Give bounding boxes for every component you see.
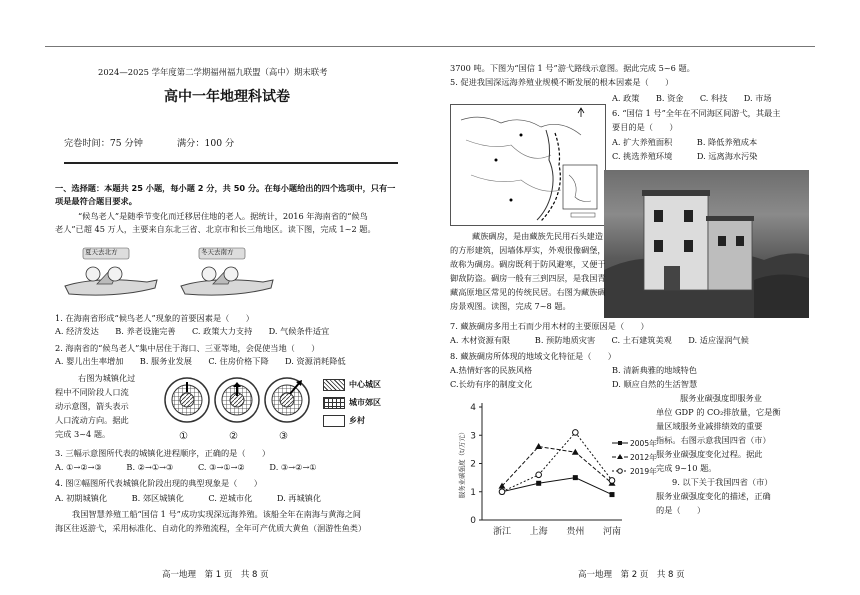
passage4-line3: 故称为碉房。碉房既利于防风避寒，又便于 xyxy=(450,259,606,269)
legend-label: 2005年 xyxy=(630,439,657,448)
q6-options-line1: A. 扩大养殖面积 B. 降低养殖成本 xyxy=(612,137,758,147)
q7-options: A. 木材资源有限 B. 预防地质灾害 C. 土石建筑美观 D. 适应湿润气候 xyxy=(450,335,749,345)
q9-stem-line1: 9. 以下关于我国四省（市） xyxy=(672,477,773,487)
y-tick-label: 3 xyxy=(470,431,476,442)
right-intro-line: 3700 吨。下图为“国信 1 号”游弋路线示意图。据此完成 5~6 题。 xyxy=(450,63,695,73)
y-tick-label: 2 xyxy=(470,459,476,470)
winter-label: 冬天去南方 xyxy=(201,248,234,256)
passage3-line2: 海区往返游弋，采用标准化、自动化的养殖流程，全年可产优质大黄鱼（洄游性鱼类） xyxy=(55,523,367,533)
coastline xyxy=(537,130,553,220)
legend-marker xyxy=(617,454,623,459)
q8-option-b: B. 清新典雅的地域特色 xyxy=(612,365,697,375)
x-tick-label: 上海 xyxy=(529,527,548,537)
q6-stem-line1: 6. “国信 1 号”全年在不同海区间游弋，其最主 xyxy=(612,108,781,118)
series-line-2 xyxy=(502,432,612,491)
q4-options: A. 初期城镇化 B. 郊区城镇化 C. 逆城市化 D. 再城镇化 xyxy=(55,493,322,503)
diagram-label-1: ① xyxy=(179,431,188,442)
legend-label: 2019年 xyxy=(630,467,657,476)
y-tick-label: 0 xyxy=(470,516,476,526)
scale-bar xyxy=(571,213,595,217)
q2-options: A. 婴儿出生率增加 B. 服务业发展 C. 住房价格下降 D. 资源消耗降低 xyxy=(55,356,346,366)
data-point xyxy=(573,430,579,436)
passage4-line1: 藏族碉房，是由藏族先民用石头建造 xyxy=(472,231,604,241)
passage2-line2: 程中不同阶段人口流 xyxy=(55,387,129,397)
q1-stem: 1. 在海南省形成“候鸟老人”现象的首要因素是（ ） xyxy=(55,313,254,323)
y-axis-label: 服务业碳强度（t/万元） xyxy=(458,428,466,499)
exam-name: 2024—2025 学年度第二学期福州福九联盟（高中）期末联考 xyxy=(98,67,328,77)
top-rule xyxy=(45,46,815,47)
x-tick-label: 河南 xyxy=(602,527,622,537)
passage5-line4: 指标。右图示意我国四省（市） xyxy=(656,435,771,445)
page-title: 高中一年地理科试卷 xyxy=(164,89,290,105)
diagram-label-2: ② xyxy=(229,431,238,442)
ship-route xyxy=(541,133,560,221)
summer-label: 夏天去北方 xyxy=(85,248,118,256)
inset-map xyxy=(563,165,597,209)
series-line-0 xyxy=(502,478,612,495)
diagram-3 xyxy=(265,378,309,422)
footer-right: 高一地理 第 2 页 共 8 页 xyxy=(578,570,685,580)
data-point xyxy=(610,492,615,497)
data-point xyxy=(572,449,579,455)
q8-stem: 8. 藏族碉房所体现的地域文化特征是（ ） xyxy=(450,351,616,361)
q4-stem: 4. 图②幅图所代表城镇化阶段出现的典型现象是（ ） xyxy=(55,478,262,488)
passage5-line1: 服务业碳强度即服务业 xyxy=(680,393,762,403)
passage1-line2: 老人”已超 45 万人，主要来自东北三省、北京市和长三角地区。读下图，完成 1~2 题。 xyxy=(55,224,376,234)
legend-swatch-center xyxy=(323,379,345,391)
q8-option-c: C.长幼有序的制度文化 xyxy=(450,379,533,389)
legend-swatch-suburb xyxy=(323,397,345,409)
passage4-line4: 御敌防盗。碉房一般有三到四层，是我国青 xyxy=(450,273,606,283)
legend-label: 2012年 xyxy=(630,453,657,462)
passage5-line6: 完成 9~10 题。 xyxy=(656,463,717,473)
north-arrow-icon xyxy=(578,108,584,117)
x-tick-label: 贵州 xyxy=(566,527,585,537)
passage2-line5: 完成 3~4 题。 xyxy=(55,429,111,439)
data-point xyxy=(536,481,541,486)
q6-stem-line2: 要目的是（ ） xyxy=(612,122,678,132)
q9-stem-line3: 的是（ ） xyxy=(656,505,706,515)
footer-left: 高一地理 第 1 页 共 8 页 xyxy=(162,570,269,580)
route-map xyxy=(450,104,606,226)
legend-suburb: 城市郊区 xyxy=(349,398,381,407)
header-rule xyxy=(64,162,398,164)
q5-stem: 5. 促进我国深远海养殖业规模不断发展的根本因素是（ ） xyxy=(450,77,674,87)
diagram-2 xyxy=(215,378,259,422)
q8-option-d: D. 顺应自然的生活智慧 xyxy=(612,379,698,389)
carbon-intensity-chart xyxy=(452,395,657,565)
section-heading-line1: 一、选择题：本题共 25 小题，每小题 2 分，共 50 分。在每小题给出的四个选项中，只有一 xyxy=(55,183,396,193)
data-point xyxy=(499,489,505,495)
passage2-line3: 动示意图，箭头表示 xyxy=(55,401,129,411)
data-point xyxy=(609,478,615,484)
exam-score: 满分：100 分 xyxy=(177,138,235,149)
y-tick-label: 1 xyxy=(470,487,476,498)
q7-stem: 7. 藏族碉房多用土石而少用木材的主要原因是（ ） xyxy=(450,321,649,331)
legend-marker xyxy=(618,469,623,474)
tibetan-house-photo xyxy=(604,170,809,318)
q6-options-line2: C. 挑选养殖环境 D. 远离海水污染 xyxy=(612,151,758,161)
legend-swatch-rural xyxy=(323,415,345,427)
q8-option-a: A.热情好客的民族风格 xyxy=(450,365,533,375)
data-point xyxy=(535,443,542,449)
exam-time: 完卷时间：75 分钟 xyxy=(64,138,143,149)
passage2-line1: 右图为城镇化过 xyxy=(78,373,136,383)
data-point xyxy=(536,472,542,478)
q2-stem: 2. 海南省的“候鸟老人”集中居住于海口、三亚等地，会促使当地（ ） xyxy=(55,343,320,353)
legend-rural: 乡村 xyxy=(349,416,365,425)
passage5-line3: 量区域服务业减排绩效的重要 xyxy=(656,421,763,431)
q9-stem-line2: 服务业碳强度变化的描述，正确 xyxy=(656,491,771,501)
passage1-line1: “候鸟老人”是随季节变化而迁移居住地的老人。据统计，2016 年海南省的“候鸟 xyxy=(78,211,368,221)
urbanization-diagram xyxy=(162,372,312,432)
passage3-line1: 我国智慧养殖工船“国信 1 号”成功实现深远海养殖。该船全年在南海与黄海之间 xyxy=(72,509,361,519)
passage4-line5: 藏高原地区常见的传统民居。右图为藏族碉 xyxy=(450,287,606,297)
passage5-line5: 服务业碳强度变化过程。据此 xyxy=(656,449,763,459)
q1-options: A. 经济发达 B. 养老设施完善 C. 政策大力支持 D. 气候条件适宜 xyxy=(55,326,330,336)
passage2-line4: 人口流动方向。据此 xyxy=(55,415,129,425)
section-heading-line2: 项是最符合题目要求。 xyxy=(55,196,137,206)
legend-center-city: 中心城区 xyxy=(349,380,381,389)
passage5-line2: 单位 GDP 的 CO₂排放量，它是衡 xyxy=(656,407,781,417)
x-tick-label: 浙江 xyxy=(492,527,512,537)
q3-options: A. ①→②→③ B. ②→①→③ C. ③→①→② D. ③→②→① xyxy=(55,462,317,472)
y-tick-label: 4 xyxy=(470,403,476,413)
passage4-line6: 房景观图。读图，完成 7~8 题。 xyxy=(450,301,571,311)
legend-marker xyxy=(618,441,622,445)
data-point xyxy=(573,475,578,480)
diagram-1 xyxy=(165,378,209,422)
q3-stem: 3. 三幅示意图所代表的城镇化进程顺序，正确的是（ ） xyxy=(55,448,271,458)
route-map-svg xyxy=(451,105,605,225)
q5-options: A. 政策 B. 资金 C. 科技 D. 市场 xyxy=(612,93,772,103)
passage4-line2: 的方形建筑，因墙体厚实，外观很像碉堡， xyxy=(450,245,606,255)
diagram-label-3: ③ xyxy=(279,431,288,442)
